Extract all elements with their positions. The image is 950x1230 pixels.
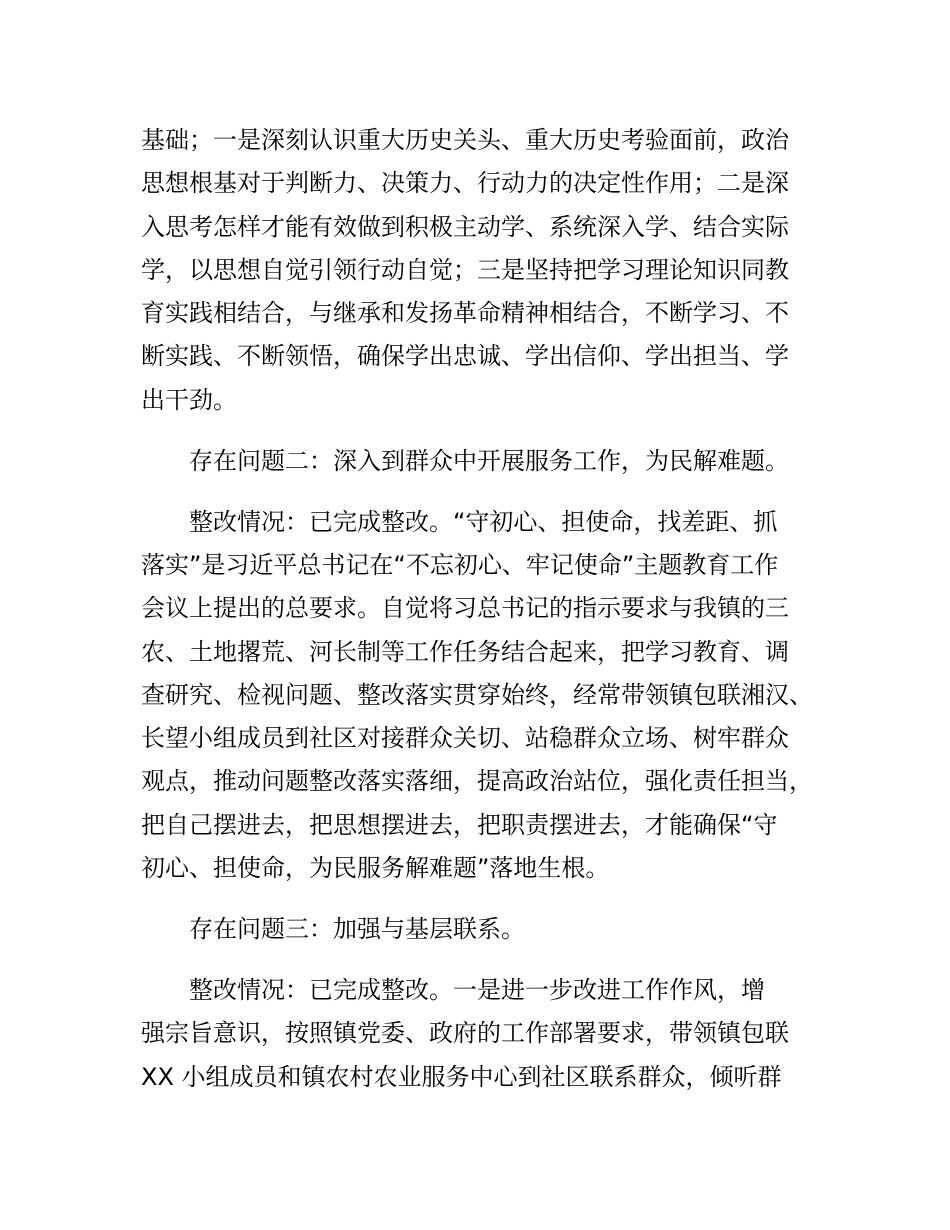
paragraph-1-line-4: 学，以思想自觉引领行动自觉；三是坚持把学习理论知识同教 bbox=[141, 256, 789, 284]
paragraph-3-line-9: 初心、担使命，为民服务解难题”落地生根。 bbox=[141, 854, 610, 882]
paragraph-3-line-7: 观点，推动问题整改落实落细，提高政治站位，强化责任担当， bbox=[141, 767, 813, 795]
paragraph-1-line-2: 思想根基对于判断力、决策力、行动力的决定性作用；二是深 bbox=[141, 169, 789, 197]
paragraph-3-line-2: 落实”是习近平总书记在“不忘初心、牢记使命”主题教育工作 bbox=[141, 551, 779, 579]
paragraph-1-line-3: 入思考怎样才能有效做到积极主动学、系统深入学、结合实际 bbox=[141, 213, 789, 241]
paragraph-1-line-1: 基础；一是深刻认识重大历史关头、重大历史考验面前，政治 bbox=[141, 126, 789, 154]
paragraph-1-line-5: 育实践相结合，与继承和发扬革命精神相结合，不断学习、不 bbox=[141, 299, 789, 327]
paragraph-3-line-5: 查研究、检视问题、整改落实贯穿始终，经常带领镇包联湘汉、 bbox=[141, 681, 813, 709]
paragraph-3-line-6: 长望小组成员到社区对接群众关切、站稳群众立场、树牢群众 bbox=[141, 724, 789, 752]
paragraph-5-line-1: 整改情况：已完成整改。一是进一步改进工作作风，增 bbox=[189, 976, 765, 1004]
paragraph-5-line-2: 强宗旨意识，按照镇党委、政府的工作部署要求，带领镇包联 bbox=[141, 1019, 789, 1047]
paragraph-3-line-4: 农、土地撂荒、河长制等工作任务结合起来，把学习教育、调 bbox=[141, 638, 789, 666]
paragraph-3-line-8: 把自己摆进去，把思想摆进去，把职责摆进去，才能确保“守 bbox=[141, 811, 778, 839]
paragraph-3-line-1: 整改情况：已完成整改。“守初心、担使命，找差距、抓 bbox=[189, 508, 778, 536]
issue-3-heading: 存在问题三：加强与基层联系。 bbox=[189, 915, 525, 943]
paragraph-5-line-3: XX 小组成员和镇农村农业服务中心到社区联系群众，倾听群 bbox=[141, 1063, 782, 1091]
paragraph-1-line-7: 出干劲。 bbox=[141, 386, 237, 414]
paragraph-1-line-6: 断实践、不断领悟，确保学出忠诚、学出信仰、学出担当、学 bbox=[141, 342, 789, 370]
issue-2-heading: 存在问题二：深入到群众中开展服务工作，为民解难题。 bbox=[189, 447, 789, 475]
paragraph-3-line-3: 会议上提出的总要求。自觉将习总书记的指示要求与我镇的三 bbox=[141, 594, 789, 622]
